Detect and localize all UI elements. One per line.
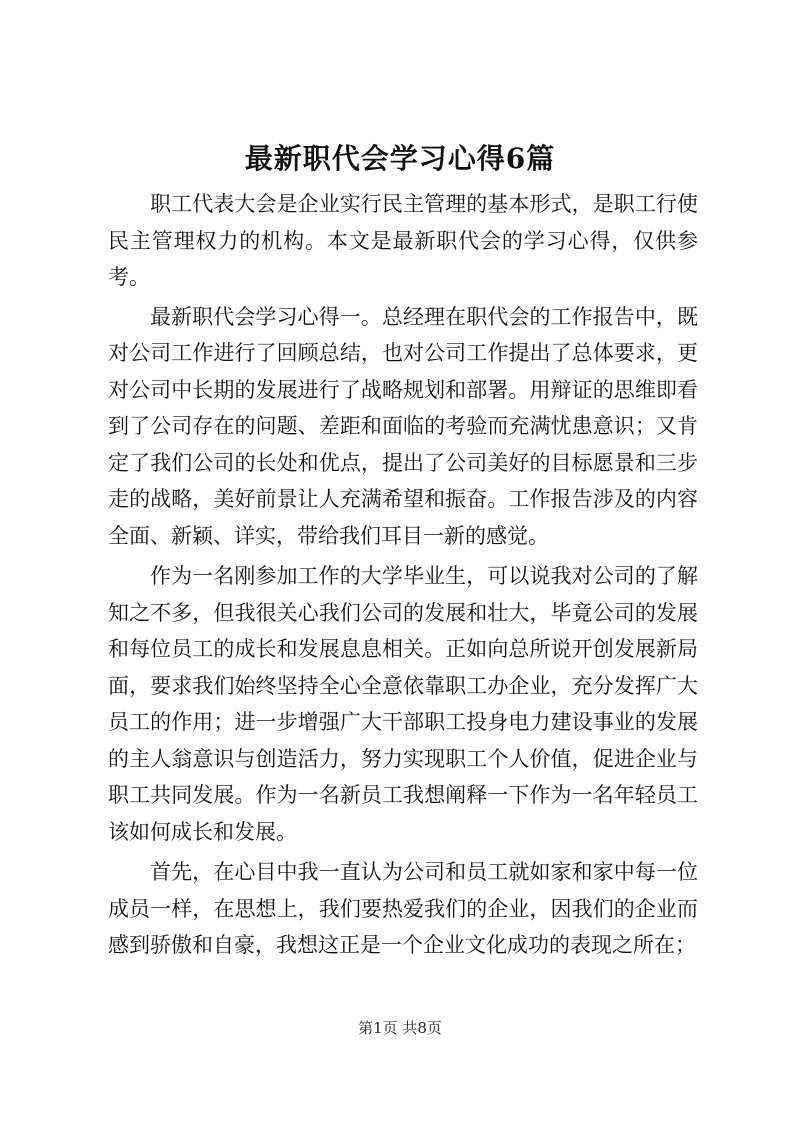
paragraph-new-graduate: 作为一名刚参加工作的大学毕业生，可以说我对公司的了解知之不多，但我很关心我们公司的发展和壮大，毕竟公司的发展和每位员工的成长和发展息息相关。正如向总所说开创发展新局面，要求我们始终坚持全心全意依靠职工办企业，充分发挥广大员工的作用；进一步增强广大干部职工投身电力建设事业的发展的主人翁意识与创造活力，努力实现职工个人价值，促进企业与职工共同发展。作为一名新员工我想阐释一下作为一名年轻员工该如何成长和发展。 (108, 564, 698, 844)
page-number-footer: 第1页 共8页 (358, 1019, 442, 1037)
paragraph-first-point: 首先，在心目中我一直认为公司和员工就如家和家中每一位成员一样，在思想上，我们要热爱我们的企业，因我们的企业而感到骄傲和自豪，我想这正是一个企业文化成功的表现之所在； (108, 860, 698, 957)
paragraph-intro: 职工代表大会是企业实行民主管理的基本形式，是职工行使民主管理权力的机构。本文是最新职代会的学习心得，仅供参考。 (108, 192, 698, 289)
paragraph-first-reflection: 最新职代会学习心得一。总经理在职代会的工作报告中，既对公司工作进行了回顾总结，也对公司工作提出了总体要求，更对公司中长期的发展进行了战略规划和部署。用辩证的思维即看到了公司存在的问题、差距和面临的考验而充满忧患意识；又肯定了我们公司的长处和优点，提出了公司美好的目标愿景和三步走的战略，美好前景让人充满希望和振奋。工作报告涉及的内容全面、新颖、详实，带给我们耳目一新的感觉。 (108, 304, 698, 548)
document-body (108, 186, 698, 964)
document-title: 最新职代会学习心得6篇 (244, 142, 556, 175)
